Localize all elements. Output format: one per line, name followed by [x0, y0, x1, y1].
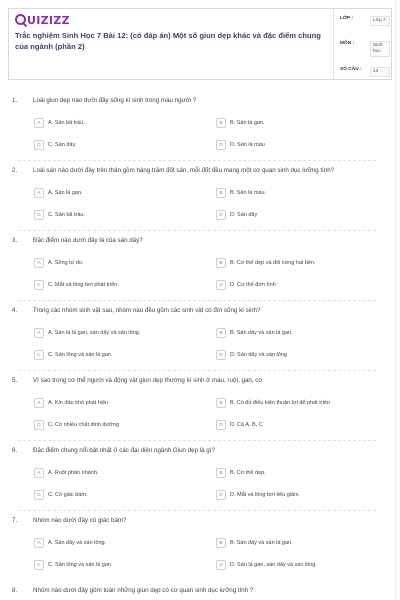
question-text: Loài sán nào dưới đây trên thân gồm hàng trăm đốt sán, mỗi đốt đều mang một cơ quan sinh dục lưỡng tính?: [33, 167, 335, 174]
option-key: A: [34, 328, 44, 338]
option-c[interactable]: [34, 209, 85, 221]
option-a[interactable]: [34, 257, 83, 269]
option-text: B. Cơ thể dẹp và đối xứng hai bên.: [230, 260, 316, 266]
divider: [18, 300, 376, 301]
option-b[interactable]: [216, 257, 316, 269]
option-d[interactable]: [216, 419, 263, 431]
option-key: C: [34, 280, 44, 290]
question-text: Trong các nhóm sinh vật sau, nhóm nào đều gồm các sinh vật có đời sống kí sinh?: [33, 307, 261, 314]
page-edge: [395, 0, 396, 600]
option-a[interactable]: [34, 537, 106, 549]
option-d[interactable]: [216, 139, 265, 151]
option-key: A: [34, 468, 44, 478]
question-number: 5.: [12, 377, 18, 384]
option-key: B: [216, 328, 226, 338]
option-key: D: [216, 560, 226, 570]
meta-label-subject: MÔN :: [340, 41, 355, 46]
option-text: C. Có nhiều chất dinh dưỡng: [48, 422, 119, 428]
divider: [18, 160, 376, 161]
option-text: B. Sán dây và sán lá gan.: [230, 330, 293, 336]
option-d[interactable]: [216, 559, 317, 571]
quizizz-logo: [15, 14, 70, 27]
option-key: D: [216, 350, 226, 360]
option-c[interactable]: [34, 489, 87, 501]
divider: [18, 370, 376, 371]
option-b[interactable]: [216, 397, 330, 409]
option-text: D. Sán lá gan, sán dây và sán lông.: [230, 562, 317, 568]
meta-value-subject: Sinh học: [370, 41, 390, 57]
option-text: D. Mắt và lông bơi tiêu giảm: [230, 492, 299, 498]
option-text: C. Sán lông và sán lá gan.: [48, 562, 113, 568]
option-c[interactable]: [34, 139, 76, 151]
option-text: A. Sán lá gan.: [48, 190, 83, 196]
option-key: D: [216, 280, 226, 290]
question-number: 1.: [12, 97, 18, 104]
question-number: 8.: [12, 587, 18, 594]
option-a[interactable]: [34, 117, 85, 129]
option-text: C. Sán dây.: [48, 142, 77, 148]
question-8: [12, 587, 388, 599]
option-a[interactable]: [34, 467, 98, 479]
question-number: 7.: [12, 517, 18, 524]
meta-label-grade: LỚP :: [340, 16, 354, 21]
option-key: A: [34, 188, 44, 198]
option-b[interactable]: [216, 327, 293, 339]
option-key: B: [216, 398, 226, 408]
meta-value-count: 13: [370, 67, 390, 77]
option-d[interactable]: [216, 349, 287, 361]
worksheet-header: [8, 8, 392, 80]
option-key: C: [34, 490, 44, 500]
option-text: A. Sán bã trầu.: [48, 120, 85, 126]
option-d[interactable]: [216, 489, 299, 501]
option-c[interactable]: [34, 419, 119, 431]
question-number: 3.: [12, 237, 18, 244]
option-key: B: [216, 258, 226, 268]
option-key: C: [34, 560, 44, 570]
option-text: B. Sán lá máu.: [230, 190, 267, 196]
option-b[interactable]: [216, 117, 265, 129]
option-key: B: [216, 118, 226, 128]
question-text: Loài giun dẹp nào dưới đây sống kí sinh trong máu người ?: [33, 97, 197, 104]
option-text: B. Sán dây và sán lá gan.: [230, 540, 293, 546]
option-text: C. Sán bã trầu.: [48, 212, 85, 218]
option-d[interactable]: [216, 209, 257, 221]
option-key: C: [34, 140, 44, 150]
option-text: D. Sán lá máu: [230, 142, 265, 148]
option-key: D: [216, 140, 226, 150]
option-text: D. Cơ thể đơn tính: [230, 282, 276, 288]
option-key: C: [34, 350, 44, 360]
divider: [18, 440, 376, 441]
question-text: Đặc điểm nào dưới đây là của sán dây?: [33, 237, 143, 244]
option-b[interactable]: [216, 187, 266, 199]
option-a[interactable]: [34, 397, 108, 409]
option-key: A: [34, 398, 44, 408]
option-a[interactable]: [34, 187, 83, 199]
option-key: B: [216, 188, 226, 198]
option-key: B: [216, 468, 226, 478]
logo-text: UIZIZZ: [27, 14, 70, 27]
question-text: Nhóm nào dưới đây có giác bám?: [33, 517, 127, 524]
option-text: B. Sán lá gan.: [230, 120, 265, 126]
option-text: A. Ruột phân nhánh.: [48, 470, 99, 476]
option-text: D. Sán dây: [230, 212, 258, 218]
question-1: [12, 97, 388, 157]
option-text: C. Mắt và lông bơi phát triển.: [48, 282, 119, 288]
worksheet-title: Trắc nghiệm Sinh Học 7 Bài 12: (có đáp án) Một số giun dẹp khác và đặc điểm chung của ngành (phần 2): [15, 31, 321, 51]
question-2: [12, 167, 388, 227]
option-b[interactable]: [216, 537, 293, 549]
option-b[interactable]: [216, 467, 266, 479]
option-key: C: [34, 420, 44, 430]
question-4: [12, 307, 388, 367]
option-key: C: [34, 210, 44, 220]
question-number: 2.: [12, 167, 18, 174]
option-text: D. Sán dây và sán lông: [230, 352, 287, 358]
divider: [18, 230, 376, 231]
option-text: B. Có đủ điều kiện thuận lợi để phát triển: [230, 400, 330, 406]
option-key: B: [216, 538, 226, 548]
question-text: Đặc điểm chung nổi bật nhất ở các đại diện ngành Giun dẹp là gì?: [33, 447, 215, 454]
option-c[interactable]: [34, 559, 113, 571]
option-c[interactable]: [34, 279, 119, 291]
meta-panel: [333, 9, 393, 79]
option-key: D: [216, 420, 226, 430]
option-key: A: [34, 538, 44, 548]
option-key: D: [216, 210, 226, 220]
meta-value-grade: Lớp 7: [370, 16, 390, 26]
divider: [18, 510, 376, 511]
option-text: D. Cả A, B, C: [230, 422, 263, 428]
option-a[interactable]: [34, 327, 140, 339]
question-number: 6.: [12, 447, 18, 454]
question-3: [12, 237, 388, 297]
question-text: Nhóm nào dưới đây gồm toàn những giun dẹp có cơ quan sinh dục lưỡng tính ?: [33, 587, 254, 594]
option-text: A. Sống tự do.: [48, 260, 84, 266]
option-text: B. Cơ thể dẹp.: [230, 470, 266, 476]
option-text: A. Sán dây và sán lông.: [48, 540, 107, 546]
option-d[interactable]: [216, 279, 276, 291]
meta-label-count: SỐ CÂU :: [340, 67, 362, 72]
logo-q-icon: [15, 14, 26, 25]
option-text: A. Kín đáo khó phát hiện: [48, 400, 109, 406]
question-number: 4.: [12, 307, 18, 314]
option-text: C. Sán lông và sán lá gan.: [48, 352, 113, 358]
question-6: [12, 447, 388, 507]
option-key: D: [216, 490, 226, 500]
question-7: [12, 517, 388, 577]
question-text: Vì sao trong cơ thể người và động vật giun dẹp thường kí sinh ở máu, ruột, gan, cơ: [33, 377, 263, 384]
option-key: A: [34, 258, 44, 268]
option-text: C. Có giác bám.: [48, 492, 88, 498]
option-key: A: [34, 118, 44, 128]
option-text: A. Sán lá lá gan, sán dây và sán lông.: [48, 330, 141, 336]
option-c[interactable]: [34, 349, 113, 361]
question-5: [12, 377, 388, 437]
